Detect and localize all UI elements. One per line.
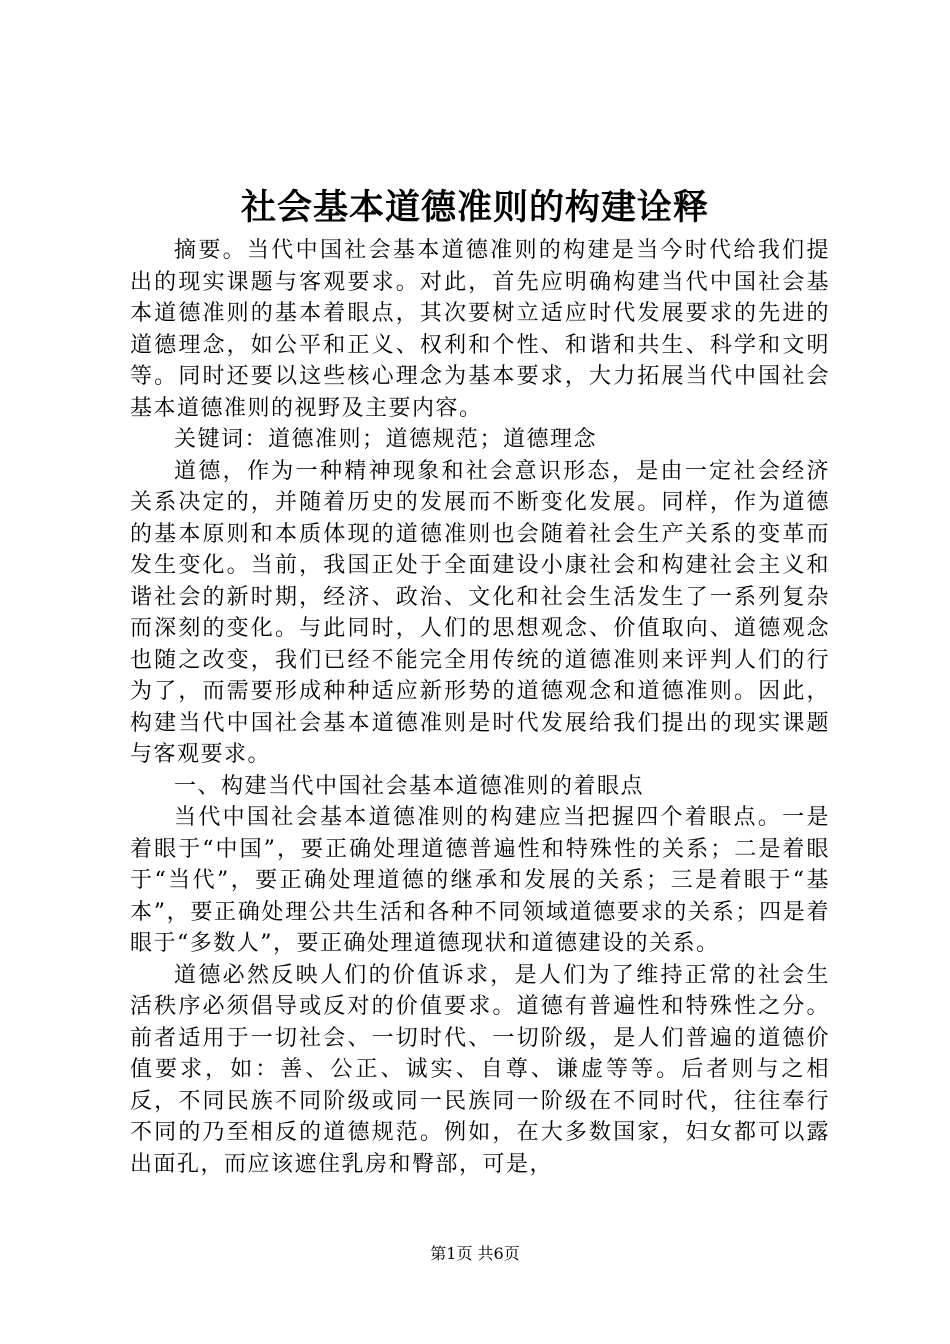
- keywords-paragraph: 关键词：道德准则；道德规范；道德理念: [174, 427, 598, 452]
- body-paragraph: 当代中国社会基本道德准则的构建应当把握四个着眼点。一是着眼于“中国”，要正确处理道德普遍性和特殊性的关系；二是着眼于“当代”，要正确处理道德的继承和发展的关系；三是着眼于“基本”，要正确处理公共生活和各种不同领域道德要求的关系；四是着眼于“多数人”，要正确处理道德现状和道德建设的关系。: [130, 805, 830, 956]
- abstract-paragraph: 摘要。当代中国社会基本道德准则的构建是当今时代给我们提出的现实课题与客观要求。对此，首先应明确构建当代中国社会基本道德准则的基本着眼点，其次要树立适应时代发展要求的先进的道德理念，如公平和正义、权利和个性、和谐和共生、科学和文明等。同时还要以这些核心理念为基本要求，大力拓展当代中国社会基本道德准则的视野及主要内容。: [130, 238, 830, 421]
- document-body: [130, 235, 830, 1180]
- body-paragraph: 道德，作为一种精神现象和社会意识形态，是由一定社会经济关系决定的，并随着历史的发展而不断变化发展。同样，作为道德的基本原则和本质体现的道德准则也会随着社会生产关系的变革而发生变化。当前，我国正处于全面建设小康社会和构建社会主义和谐社会的新时期，经济、政治、文化和社会生活发生了一系列复杂而深刻的变化。与此同时，人们的思想观念、价值取向、道德观念也随之改变，我们已经不能完全用传统的道德准则来评判人们的行为了，而需要形成种种适应新形势的道德观念和道德准则。因此，构建当代中国社会基本道德准则是时代发展给我们提出的现实课题与客观要求。: [130, 458, 830, 767]
- document-title: 社会基本道德准则的构建诠释: [240, 188, 709, 228]
- section-heading: 一、构建当代中国社会基本道德准则的着眼点: [174, 773, 645, 799]
- page-footer: 第1页 共6页: [430, 1244, 520, 1263]
- body-paragraph: 道德必然反映人们的价值诉求，是人们为了维持正常的社会生活秩序必须倡导或反对的价值要求。道德有普遍性和特殊性之分。前者适用于一切社会、一切时代、一切阶级，是人们普遍的道德价值要求，如：善、公正、诚实、自尊、谦虚等等。后者则与之相反，不同民族不同阶级或同一民族同一阶级在不同时代，往往奉行不同的乃至相反的道德规范。例如，在大多数国家，妇女都可以露出面孔，而应该遮住乳房和臀部，可是，: [130, 962, 830, 1177]
